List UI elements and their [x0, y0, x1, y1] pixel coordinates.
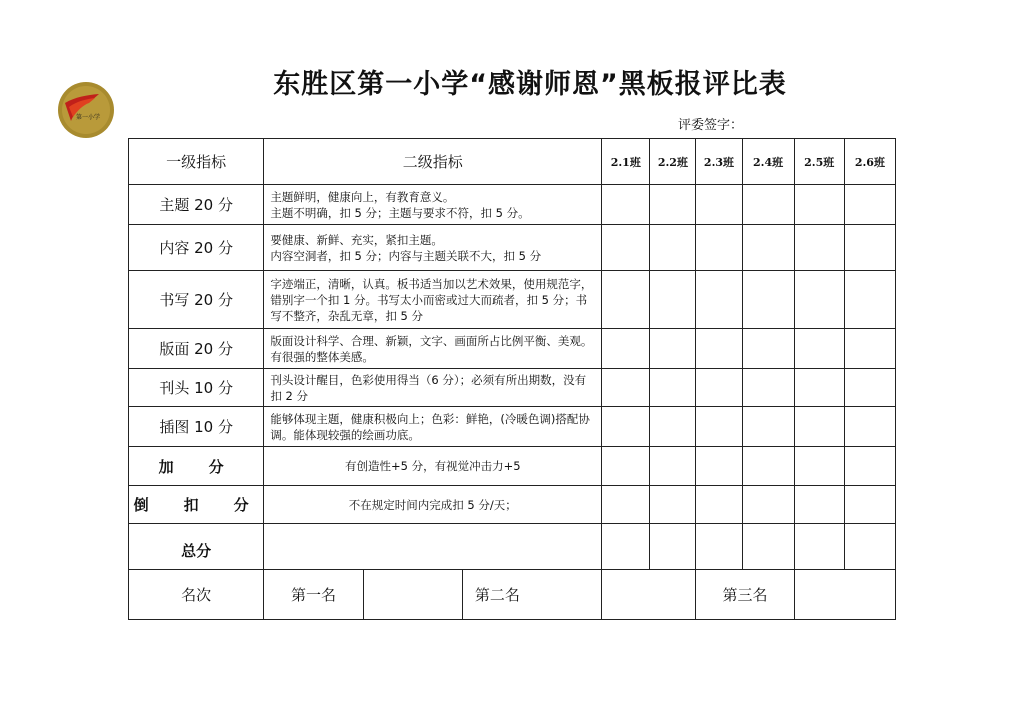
class-header-2-1: 2.1班 — [602, 139, 650, 185]
score-cell[interactable] — [794, 369, 844, 407]
score-cell[interactable] — [844, 185, 895, 225]
class-header-2-2: 2.2班 — [650, 139, 696, 185]
deduct-desc: 不在规定时间内完成扣 5 分/天； — [264, 486, 602, 524]
deduct-row — [129, 486, 896, 524]
total-cell[interactable] — [696, 524, 742, 570]
ranking-row — [129, 570, 896, 620]
class-header-2-4: 2.4班 — [742, 139, 794, 185]
score-cell[interactable] — [844, 486, 895, 524]
score-cell[interactable] — [742, 329, 794, 369]
score-cell[interactable] — [742, 447, 794, 486]
score-cell[interactable] — [696, 407, 742, 447]
criterion-name: 刊头 10 分 — [129, 369, 264, 407]
criterion-desc: 刊头设计醒目，色彩使用得当（6 分）；必须有所出期数，没有扣 2 分 — [264, 369, 602, 407]
criterion-name: 版面 20 分 — [129, 329, 264, 369]
score-cell[interactable] — [650, 271, 696, 329]
bonus-label: 加 分 — [129, 447, 264, 486]
criterion-name: 插图 10 分 — [129, 407, 264, 447]
total-label: 总分 — [129, 524, 264, 570]
score-cell[interactable] — [602, 369, 650, 407]
score-cell[interactable] — [650, 407, 696, 447]
score-cell[interactable] — [602, 271, 650, 329]
level2-header: 二级指标 — [264, 139, 602, 185]
logo-text: 第一小学 — [75, 114, 101, 121]
deduct-label: 倒 扣 分 — [129, 486, 264, 524]
header-row — [129, 139, 896, 185]
score-cell[interactable] — [650, 369, 696, 407]
criterion-name: 主题 20 分 — [129, 185, 264, 225]
score-cell[interactable] — [742, 271, 794, 329]
criterion-desc: 字迹端正，清晰，认真。板书适当加以艺术效果，使用规范字，错别字一个扣 1 分。书写太小而密或过大而疏者，扣 5 分；书写不整齐，杂乱无章，扣 5 分 — [264, 271, 602, 329]
class-header-2-6: 2.6班 — [844, 139, 895, 185]
score-cell[interactable] — [696, 486, 742, 524]
score-cell[interactable] — [696, 225, 742, 271]
second-place-value[interactable] — [602, 570, 696, 620]
score-cell[interactable] — [650, 447, 696, 486]
second-place-label: 第二名 — [474, 586, 520, 604]
third-place-value[interactable] — [794, 570, 895, 620]
score-cell[interactable] — [844, 407, 895, 447]
score-cell[interactable] — [844, 369, 895, 407]
score-cell[interactable] — [742, 407, 794, 447]
bonus-desc: 有创造性+5 分，有视觉冲击力+5 — [264, 447, 602, 486]
total-cell[interactable] — [794, 524, 844, 570]
criterion-row — [129, 185, 896, 225]
third-place-label: 第三名 — [696, 570, 794, 620]
class-header-2-3: 2.3班 — [696, 139, 742, 185]
score-cell[interactable] — [602, 329, 650, 369]
score-cell[interactable] — [602, 185, 650, 225]
first-place-value[interactable] — [363, 570, 462, 620]
score-cell[interactable] — [696, 329, 742, 369]
score-cell[interactable] — [696, 369, 742, 407]
criterion-name: 书写 20 分 — [129, 271, 264, 329]
page-title: 东胜区第一小学“感谢师恩”黑板报评比表 — [273, 69, 787, 100]
total-row — [129, 524, 896, 570]
ranking-label: 名次 — [129, 570, 264, 620]
score-cell[interactable] — [844, 447, 895, 486]
score-cell[interactable] — [650, 329, 696, 369]
bonus-row — [129, 447, 896, 486]
score-cell[interactable] — [650, 486, 696, 524]
criterion-row — [129, 271, 896, 329]
score-cell[interactable] — [602, 407, 650, 447]
total-cell[interactable] — [602, 524, 650, 570]
criterion-row — [129, 407, 896, 447]
second-place-cell — [462, 570, 601, 620]
score-cell[interactable] — [794, 225, 844, 271]
total-cell[interactable] — [742, 524, 794, 570]
criterion-desc: 版面设计科学、合理、新颖，文字、画面所占比例平衡、美观。有很强的整体美感。 — [264, 329, 602, 369]
criterion-name: 内容 20 分 — [129, 225, 264, 271]
score-cell[interactable] — [696, 447, 742, 486]
score-cell[interactable] — [602, 486, 650, 524]
criterion-desc: 主题鲜明，健康向上，有教育意义。 主题不明确，扣 5 分；主题与要求不符，扣 5 分。 — [264, 185, 602, 225]
score-cell[interactable] — [844, 271, 895, 329]
score-cell[interactable] — [794, 486, 844, 524]
judge-signature[interactable] — [678, 114, 803, 133]
total-cell[interactable] — [844, 524, 895, 570]
score-table — [128, 138, 896, 620]
level1-header: 一级指标 — [129, 139, 264, 185]
score-cell[interactable] — [794, 329, 844, 369]
score-cell[interactable] — [650, 225, 696, 271]
score-cell[interactable] — [794, 271, 844, 329]
first-place-label: 第一名 — [264, 570, 363, 620]
school-logo — [57, 81, 115, 139]
score-cell[interactable] — [844, 225, 895, 271]
criterion-desc: 要健康、新鲜、充实，紧扣主题。 内容空洞者，扣 5 分；内容与主题关联不大，扣 5 分 — [264, 225, 602, 271]
judge-label: 评委签字： — [678, 118, 744, 133]
score-cell[interactable] — [602, 225, 650, 271]
total-desc-cell — [264, 524, 602, 570]
criterion-row — [129, 225, 896, 271]
score-cell[interactable] — [794, 407, 844, 447]
score-cell[interactable] — [742, 185, 794, 225]
total-cell[interactable] — [650, 524, 696, 570]
score-cell[interactable] — [794, 447, 844, 486]
score-cell[interactable] — [696, 271, 742, 329]
score-cell[interactable] — [742, 369, 794, 407]
score-cell[interactable] — [650, 185, 696, 225]
score-cell[interactable] — [844, 329, 895, 369]
score-cell[interactable] — [602, 447, 650, 486]
criterion-row — [129, 329, 896, 369]
criterion-desc: 能够体现主题，健康积极向上；色彩：鲜艳，(冷暖色调)搭配协调。能体现较强的绘画功底。 — [264, 407, 602, 447]
criterion-row — [129, 369, 896, 407]
class-header-2-5: 2.5班 — [794, 139, 844, 185]
score-cell[interactable] — [742, 225, 794, 271]
score-cell[interactable] — [794, 185, 844, 225]
score-cell[interactable] — [742, 486, 794, 524]
score-cell[interactable] — [696, 185, 742, 225]
